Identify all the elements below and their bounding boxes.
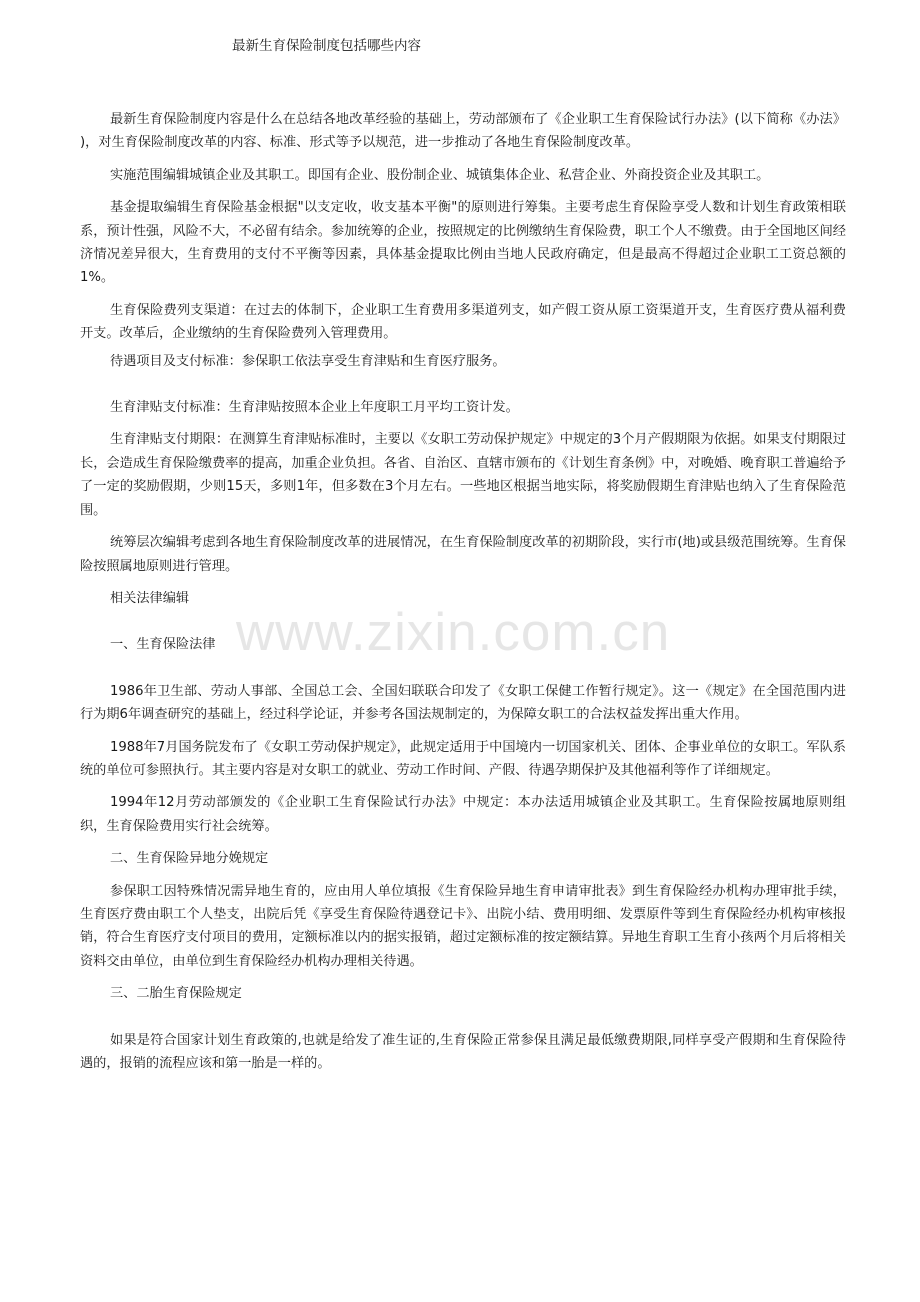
watermark: www.zixin.com.cn bbox=[236, 603, 671, 662]
section-heading-related-law: 相关法律编辑 bbox=[110, 590, 190, 606]
section-heading-maternity-law: 一、生育保险法律 bbox=[110, 637, 216, 653]
paragraph-benefit-items: 待遇项目及支付标准：参保职工依法享受生育津贴和生育医疗服务。 bbox=[110, 353, 506, 369]
paragraph-intro: 最新生育保险制度内容是什么在总结各地改革经验的基础上，劳动部颁布了《企业职工生育保险试行办法》(以下简称《办法》 )，对生育保险制度改革的内容、标准、形式等予以规范，进一步推动了各地生育保险制度改革。 bbox=[80, 112, 846, 151]
paragraph-allowance-standard: 生育津贴支付标准：生育津贴按照本企业上年度职工月平均工资计发。 bbox=[110, 400, 519, 416]
document-body bbox=[80, 108, 846, 1075]
paragraph-fund: 基金提取编辑生育保险基金根据"以支定收，收支基本平衡"的原则进行筹集。主要考虑生育保险享受人数和计划生育政策相联系，预计性强，风险不大，不必留有结余。参加统筹的企业，按照规定的比例缴纳生育保险费，职工个人不缴费。由于全国地区间经济情况差异很大，生育费用的支付不平衡等因素，具体基金提取比例由当地人民政府确定，但是最高不得超过企业职工工资总额的1%。 bbox=[80, 200, 846, 286]
section-heading-second-child: 三、二胎生育保险规定 bbox=[110, 986, 242, 1002]
paragraph-1994-regulation: 1994年12月劳动部颁发的《企业职工生育保险试行办法》中规定：本办法适用城镇企业及其职工。生育保险按属地原则组织，生育保险费用实行社会统筹。 bbox=[80, 795, 846, 834]
paragraph-1988-regulation: 1988年7月国务院发布了《女职工劳动保护规定》，此规定适用于中国境内一切国家机关、团体、企事业单位的女职工。军队系统的单位可参照执行。其主要内容是对女职工的就业、劳动工作时间、产假、待遇孕期保护及其他福利等作了详细规定。 bbox=[80, 739, 846, 778]
paragraph-offsite-delivery: 参保职工因特殊情况需异地生育的，应由用人单位填报《生育保险异地生育申请审批表》到生育保险经办机构办理审批手续，生育医疗费由职工个人垫支，出院后凭《享受生育保险待遇登记卡》、出院小结、费用明细、发票原件等到生育保险经办机构审核报销，符合生育医疗支付项目的费用，定额标准以内的据实报销，超过定额标准的按定额结算。异地生育职工生育小孩两个月后将相关资料交由单位，由单位到生育保险经办机构办理相关待遇。 bbox=[80, 883, 846, 969]
paragraph-allowance-period: 生育津贴支付期限：在测算生育津贴标准时，主要以《女职工劳动保护规定》中规定的3个月产假期限为依据。如果支付期限过长，会造成生育保险缴费率的提高，加重企业负担。各省、自治区、直辖市颁布的《计划生育条例》中，对晚婚、晚育职工普遍给予了一定的奖励假期，少则15天，多则1年，但多数在3个月左右。一些地区根据当地实际，将奖励假期生育津贴也纳入了生育保险范围。 bbox=[80, 432, 846, 518]
paragraph-pooling-level: 统筹层次编辑考虑到各地生育保险制度改革的进展情况，在生育保险制度改革的初期阶段，实行市(地)或县级范围统筹。生育保险按照属地原则进行管理。 bbox=[80, 535, 846, 574]
paragraph-second-child: 如果是符合国家计划生育政策的,也就是给发了准生证的,生育保险正常参保且满足最低缴费期限,同样享受产假期和生育保险待遇的，报销的流程应该和第一胎是一样的。 bbox=[80, 1032, 846, 1071]
document-title: 最新生育保险制度包括哪些内容 bbox=[232, 38, 421, 54]
paragraph-1986-regulation: 1986年卫生部、劳动人事部、全国总工会、全国妇联联合印发了《女职工保健工作暂行规定》。这一《规定》在全国范围内进行为期6年调查研究的基础上，经过科学论证，并参考各国法规制定的，为保障女职工的合法权益发挥出重大作用。 bbox=[80, 683, 846, 723]
section-heading-offsite-delivery: 二、生育保险异地分娩规定 bbox=[110, 851, 269, 867]
paragraph-scope: 实施范围编辑城镇企业及其职工。即国有企业、股份制企业、城镇集体企业、私营企业、外商投资企业及其职工。 bbox=[110, 167, 770, 183]
paragraph-expense-channel: 生育保险费列支渠道：在过去的体制下，企业职工生育费用多渠道列支，如产假工资从原工资渠道开支，生育医疗费从福利费开支。改革后，企业缴纳的生育保险费列入管理费用。 bbox=[80, 302, 846, 342]
